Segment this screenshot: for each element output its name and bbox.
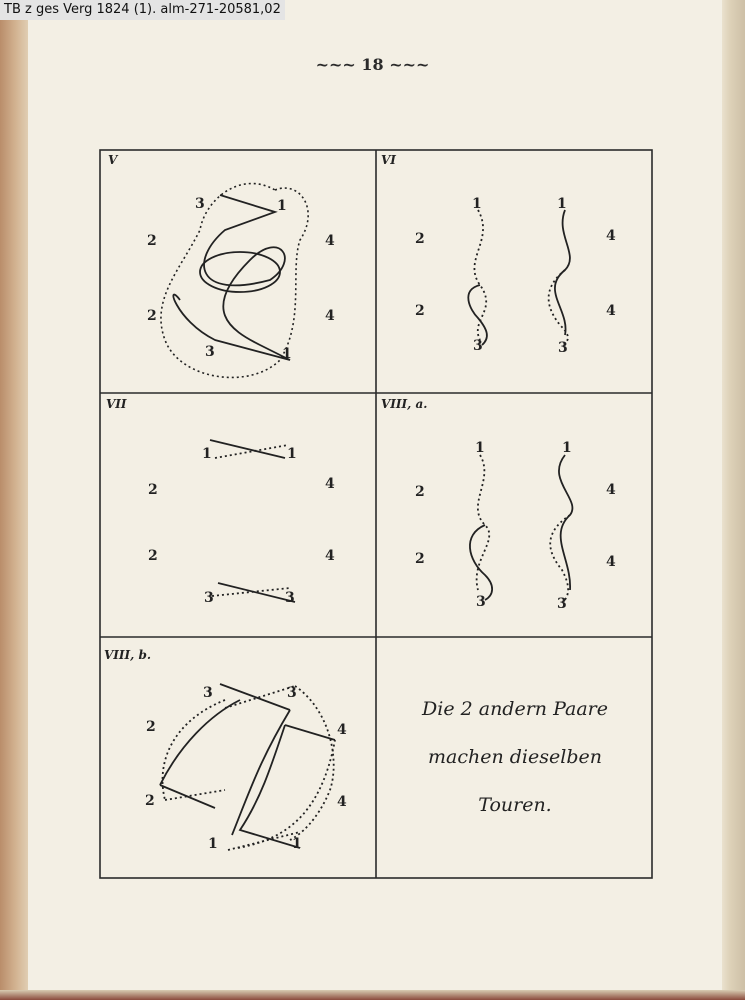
figure-viiib-diagram	[160, 684, 335, 850]
svg-text:1: 1	[282, 346, 292, 362]
figure-v-numbers	[147, 196, 335, 362]
note-line-3: Touren.	[478, 794, 552, 816]
svg-text:3: 3	[285, 590, 295, 606]
figure-vii-numbers	[148, 446, 335, 606]
ornament-left: ~~~	[315, 55, 356, 74]
svg-text:2: 2	[145, 793, 155, 809]
svg-text:1: 1	[292, 836, 302, 852]
svg-text:1: 1	[208, 836, 218, 852]
svg-text:2: 2	[415, 551, 425, 567]
plate-note	[377, 685, 653, 829]
svg-text:4: 4	[325, 548, 335, 564]
figure-vi-numbers	[415, 196, 616, 356]
svg-text:3: 3	[558, 340, 568, 356]
svg-text:2: 2	[415, 484, 425, 500]
svg-text:3: 3	[195, 196, 205, 212]
source-label: TB z ges Verg 1824 (1). alm-271-20581,02	[0, 0, 285, 20]
page-number: 18	[361, 55, 384, 74]
svg-text:4: 4	[325, 476, 335, 492]
svg-text:4: 4	[337, 722, 347, 738]
svg-text:4: 4	[606, 303, 616, 319]
svg-text:4: 4	[325, 308, 335, 324]
note-line-2: machen dieselben	[428, 746, 602, 768]
figure-label-viiia: VIII, a.	[381, 397, 428, 411]
figure-viiia-diagram	[470, 455, 573, 602]
svg-text:4: 4	[325, 233, 335, 249]
svg-text:3: 3	[203, 685, 213, 701]
svg-text:4: 4	[606, 482, 616, 498]
svg-text:4: 4	[606, 228, 616, 244]
svg-text:1: 1	[472, 196, 482, 212]
svg-text:1: 1	[475, 440, 485, 456]
figure-label-v: V	[108, 153, 118, 167]
svg-text:2: 2	[146, 719, 156, 735]
figure-viiia-numbers	[415, 440, 616, 612]
svg-text:4: 4	[337, 794, 347, 810]
svg-text:1: 1	[562, 440, 572, 456]
svg-text:1: 1	[202, 446, 212, 462]
figure-vii-diagram	[210, 440, 295, 602]
svg-text:2: 2	[148, 482, 158, 498]
svg-text:1: 1	[557, 196, 567, 212]
figure-label-vi: VI	[381, 153, 396, 167]
svg-text:3: 3	[205, 344, 215, 360]
svg-text:3: 3	[204, 590, 214, 606]
svg-text:1: 1	[277, 198, 287, 214]
svg-text:1: 1	[287, 446, 297, 462]
svg-text:3: 3	[557, 596, 567, 612]
svg-text:2: 2	[148, 548, 158, 564]
figure-vi-diagram	[468, 210, 570, 345]
figure-label-vii: VII	[106, 397, 127, 411]
svg-text:2: 2	[415, 231, 425, 247]
svg-text:2: 2	[147, 308, 157, 324]
svg-text:4: 4	[606, 554, 616, 570]
svg-text:3: 3	[287, 685, 297, 701]
svg-text:2: 2	[415, 303, 425, 319]
svg-text:2: 2	[147, 233, 157, 249]
svg-text:3: 3	[476, 594, 486, 610]
figure-viiib-numbers	[145, 685, 347, 852]
ornament-right: ~~~	[389, 55, 430, 74]
note-line-1: Die 2 andern Paare	[422, 698, 608, 720]
figure-label-viiib: VIII, b.	[104, 648, 152, 662]
svg-text:3: 3	[473, 338, 483, 354]
